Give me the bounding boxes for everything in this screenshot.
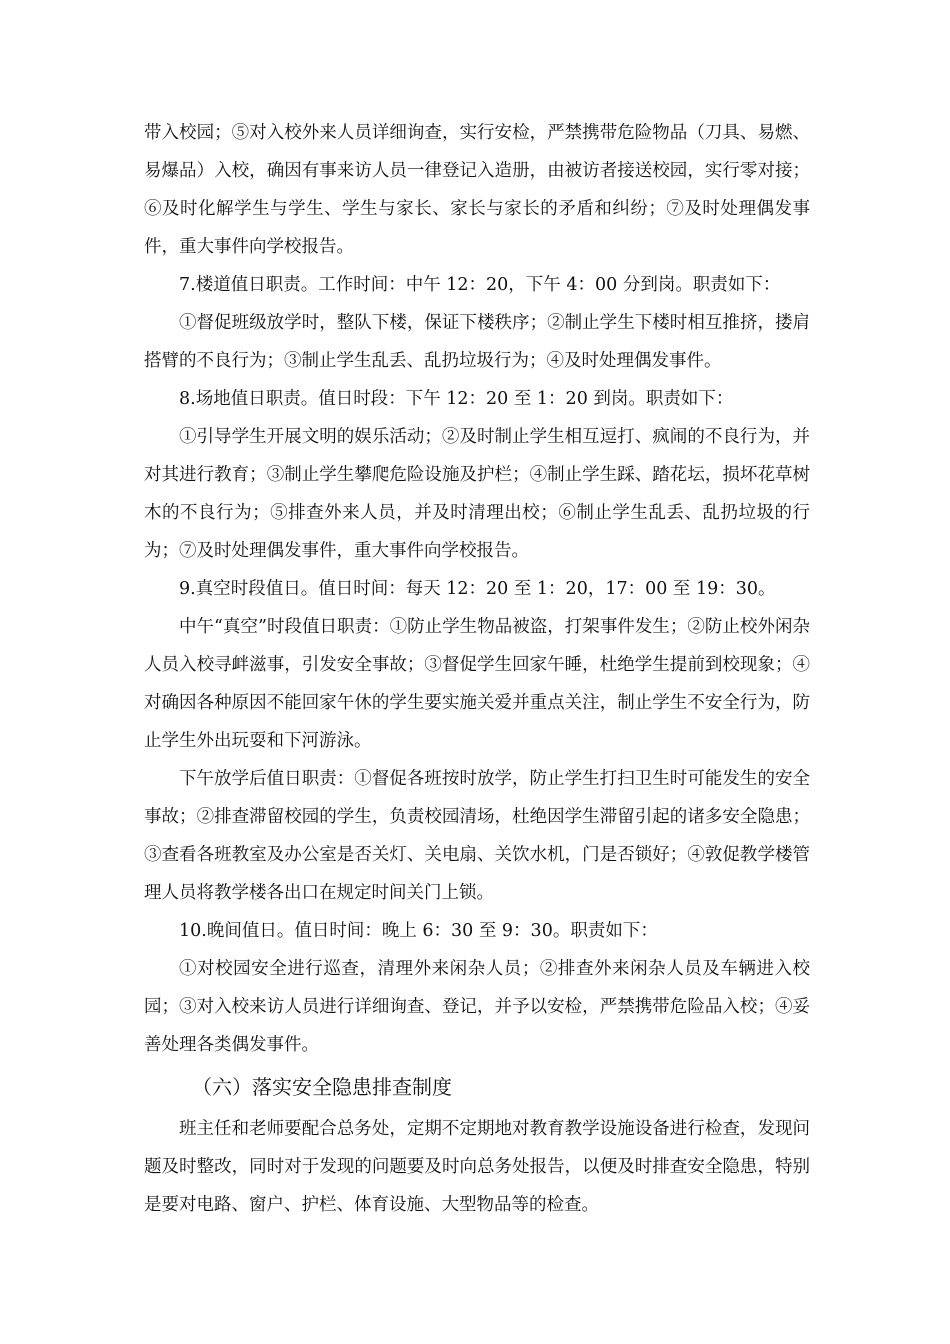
paragraph-field-duty-items: ①引导学生开展文明的娱乐活动；②及时制止学生相互逗打、疯闹的不良行为，并对其进行教育；③制止学生攀爬危险设施及护栏；④制止学生踩、踏花坛，损坏花草树木的不良行为；⑤排查外来人员，并及时清理出校；⑥制止学生乱丢、乱扔垃圾的行为；⑦及时处理偶发事件，重大事件向学校报告。 (144, 427, 810, 561)
paragraph-field-duty-title: 8.场地值日职责。值日时段：下午 12：20 至 1：20 到岗。职责如下： (179, 389, 734, 409)
paragraph-noon-vacuum-duty: 中午“真空”时段值日职责：①防止学生物品被盗，打架事件发生；②防止校外闲杂人员入校寻衅滋事，引发安全事故；③督促学生回家午睡，杜绝学生提前到校现象；④对确因各种原因不能回家午休的学生要实施关爱并重点关注，制止学生不安全行为，防止学生外出玩耍和下河游泳。 (144, 617, 810, 751)
paragraph-corridor-duty-items: ①督促班级放学时，整队下楼，保证下楼秩序；②制止学生下楼时相互推挤，搂肩搭臂的不良行为；③制止学生乱丢、乱扔垃圾行为；④及时处理偶发事件。 (144, 313, 810, 371)
paragraph-after-school-duty: 下午放学后值日职责：①督促各班按时放学，防止学生打扫卫生时可能发生的安全事故；②排查滞留校园的学生，负责校园清场，杜绝因学生滞留引起的诸多安全隐患；③查看各班教室及办公室是否关灯、关电扇、关饮水机，门是否锁好；④敦促教学楼管理人员将教学楼各出口在规定时间关门上锁。 (144, 769, 810, 903)
paragraph-corridor-duty-title: 7.楼道值日职责。工作时间：中午 12：20，下午 4：00 分到岗。职责如下： (179, 275, 781, 295)
paragraph-hazard-inspection: 班主任和老师要配合总务处，定期不定期地对教育教学设施设备进行检查，发现问题及时整改，同时对于发现的问题要及时向总务处报告，以便及时排查安全隐患，特别是要对电路、窗户、护栏、体育设施、大型物品等的检查。 (144, 1119, 810, 1215)
paragraph-vacuum-duty-title: 9.真空时段值日。值日时间：每天 12：20 至 1：20，17：00 至 19：30。 (179, 579, 776, 599)
paragraph-evening-duty-items: ①对校园安全进行巡查，清理外来闲杂人员；②排查外来闲杂人员及车辆进入校园；③对入校来访人员进行详细询查、登记，并予以安检，严禁携带危险品入校；④妥善处理各类偶发事件。 (144, 959, 810, 1055)
paragraph-gate-duty-continued: 带入校园；⑤对入校外来人员详细询查，实行安检，严禁携带危险物品（刀具、易燃、易爆品）入校，确因有事来访人员一律登记入造册，由被访者接送校园，实行零对接；⑥及时化解学生与学生、学生与家长、家长与家长的矛盾和纠纷；⑦及时处理偶发事件，重大事件向学校报告。 (144, 123, 810, 257)
paragraph-evening-duty-title: 10.晚间值日。值日时间：晚上 6：30 至 9：30。职责如下： (179, 921, 658, 941)
document-body (144, 114, 810, 1224)
section-heading-hazard-inspection: （六）落实安全隐患排查制度 (192, 1075, 452, 1099)
